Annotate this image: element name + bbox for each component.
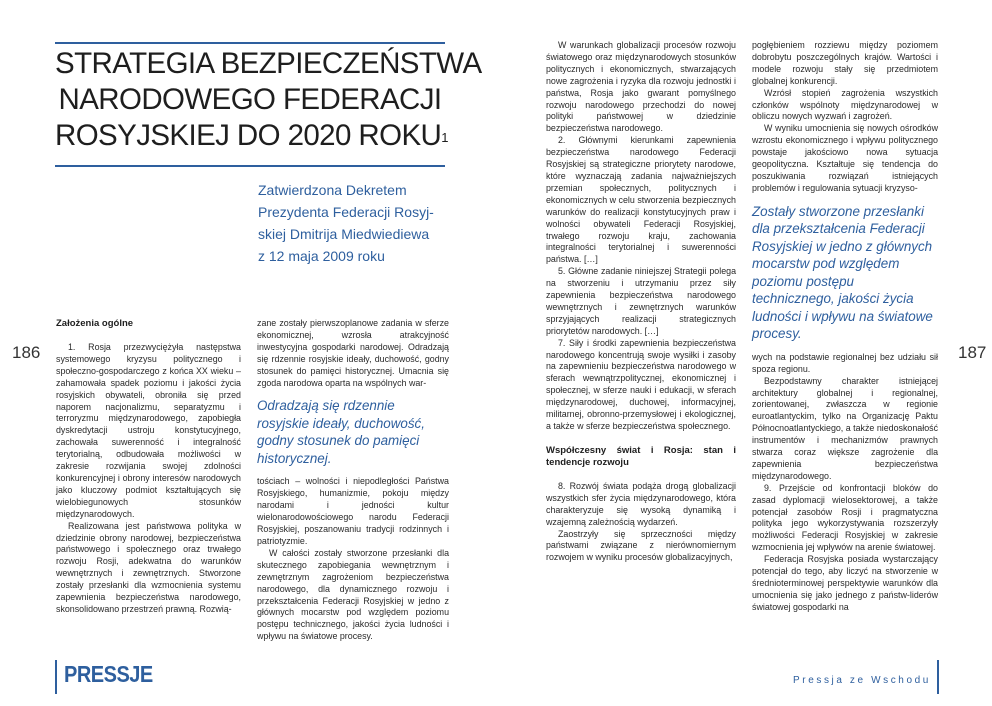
article-subtitle: Zatwierdzona Dekretem Prezydenta Federacji Rosyj- skiej Dmitrija Miedwiediewa z 12 maja 2009 roku <box>258 182 434 264</box>
paragraph: W warunkach globalizacji procesów rozwoju światowego oraz międzynarodowych stosunków politycznych i ekonomicznych, stwarzających nowe zagrożenia i ryzyka dla rozwoju jednostki i państwa, Rosja jako gwarant pomyślnego rozwoju narodowego przechodzi do nowej polityki państwowej w dziedzinie bezpieczeństwa narodowego. <box>546 40 736 134</box>
page-number-right: 187 <box>958 343 987 362</box>
paragraph: Wzrósł stopień zagrożenia wszystkich członków wspólnoty międzynarodowej w obliczu nowych wyzwań i zagrożeń. <box>752 87 938 122</box>
paragraph: Zaostrzyły się sprzeczności między państwami związane z nierównomiernym rozwojem w wyniku procesów globalizacyjnych, <box>546 528 736 563</box>
title-footnote-marker: 1 <box>441 130 448 145</box>
text-column-2 <box>257 318 449 643</box>
title-line-3: ROSYJSKIEJ DO 2020 ROKU$^1$ <box>55 119 448 152</box>
text-column-3 <box>546 40 736 564</box>
paragraph: 9. Przejście od konfrontacji bloków do zasad dyplomacji wielosektorowej, a także potencjał zasobów Rosji i pragmatyczna polityka jego wykorzystywania rozszerzyły możliwości Federacji Rosyjskiej w zakresie wzmocnienia jej wpływów na arenie światowej. <box>752 482 938 553</box>
paragraph: pogłębieniem rozziewu między poziomem dobrobytu poszczególnych krajów. Wartości i modele rozwoju stały się przedmiotem globalnej konkurencji. <box>752 40 938 86</box>
paragraph: W wyniku umocnienia się nowych ośrodków wzrostu ekonomicznego i wpływu politycznego powstaje jakościowo nowa sytuacja geopolityczna. Kształtuje się tendencja do poszukiwania rozwiązań istniejących problemów i regulowania sytuacji kryzyso- <box>752 123 938 193</box>
paragraph: 8. Rozwój świata podąża drogą globalizacji wszystkich sfer życia międzynarodowego, która charakteryzuje się wysoką dynamiką i wzajemną zależnością wydarzeń. <box>546 480 736 527</box>
footer-left-rule <box>55 660 57 694</box>
title-line-1: STRATEGIA BEZPIECZEŃSTWA <box>55 47 482 80</box>
title-top-rule <box>55 42 445 44</box>
paragraph: 1. Rosja przezwyciężyła następstwa systemowego kryzysu politycznego i społeczno-gospodarczego z końca XX wieku – zahamowała spadek poziomu i jakości życia rosyjskich obywateli, obroniła się przed naporem nacjonalizmu, separatyzmu i terroryzmu międzynarodowego, zapobiegła dyskredytacji ustroju konstytucyjnego, zachowała suwerenność i integralność terytorialną, odbudowała możliwości w zakresie rozwijania swojej zdolności konkurencyjnej i obrony interesów narodowych jako kluczowy podmiot kształtujących się wielobiegunowych stosunków międzynarodowych. <box>56 342 241 519</box>
footer-right-rule <box>937 660 939 694</box>
article-title <box>55 46 482 154</box>
pressje-logo: PRESSJE <box>64 662 153 688</box>
paragraph: Bezpodstawny charakter istniejącej architektury globalnej i regionalnej, zorientowanej, zwłaszcza w regionie euroatlantyckim, tylko na Organizację Paktu Północnoatlantyckiego, a także niedoskonałość instrumentów i mechanizmów prawnych stwarza coraz większe zagrożenie dla zapewnienia bezpieczeństwa międzynarodowego. <box>752 375 939 481</box>
paragraph: tościach – wolności i niepodległości Państwa Rosyjskiego, humanizmie, pokoju między narodami i jedności kultur wielonarodowościowego narodu Federacji Rosyjskiej, poszanowaniu tradycji rodzinnych i patriotyzmie. <box>257 476 449 546</box>
paragraph: Realizowana jest państwowa polityka w dziedzinie obrony narodowej, bezpieczeństwa państwowego i społecznego oraz trwałego rozwoju Rosji, adekwatna do warunków wewnętrznych i zewnętrznych. Stworzone zostały przesłanki dla wzmocnienia systemu zapewnienia bezpieczeństwa narodowego, skonsolidowano przestrzeń prawną. Rozwią- <box>56 520 241 614</box>
paragraph: wych na podstawie regionalnej bez udziału sił spoza regionu. <box>752 351 938 374</box>
paragraph: 2. Głównymi kierunkami zapewnienia bezpieczeństwa narodowego Federacji Rosyjskiej są strategiczne priorytety narodowe, które wyznaczają zadania najważniejszych przemian społecznych, politycznych i ekonomicznych w celu stworzenia bezpiecznych warunków do realizacji konstytucyjnych praw i wolności obywateli Federacji Rosyjskiej, trwałego rozwoju kraju, zachowania integralności terytorialnej i suwerenności państwa. […] <box>546 135 736 265</box>
page-number-left: 186 <box>12 343 41 362</box>
text-column-1 <box>56 318 241 616</box>
text-column-4 <box>752 40 938 614</box>
section-heading: Założenia ogólne <box>56 318 134 329</box>
pull-quote: Zostały stworzone przesłanki dla przekształcenia Federacji Rosyjskiej w jedno z głównych mocarstw pod względem poziomu postępu technicznego, jakości życia ludności i wpływu na światowe procesy. <box>752 203 933 342</box>
title-bottom-rule <box>55 165 445 167</box>
paragraph: zane zostały pierwszoplanowe zadania w sferze ekonomicznej, wzrosła atrakcyjność inwestycyjna gospodarki narodowej. Odradzają się rdzennie rosyjskie ideały, duchowość, godny stosunek do pamięci historycznej. Umacnia się zgoda narodowa oparta na wspólnych war- <box>257 318 449 388</box>
pull-quote: Odradzają się rdzennie rosyjskie ideały, duchowość, godny stosunek do pamięci historycznej. <box>257 398 425 466</box>
paragraph: Federacja Rosyjska posiada wystarczający potencjał do tego, aby liczyć na stworzenie w średnioterminowej perspektywie warunków dla umocnienia się jako jednego z państw-liderów światowej gospodarki na <box>752 554 938 612</box>
paragraph: 7. Siły i środki zapewnienia bezpieczeństwa narodowego koncentrują swoje wysiłki i zasoby na zapewnieniu bezpieczeństwa narodowego w sferach wewnątrzpolitycznej, ekonomicznej i społecznej, w sferze nauki i edukacji, w sferach międzynarodowej, duchowej, informacyjnej, militarnej, obronno-przemysłowej i ekologicznej, a także w sferze bezpieczeństwa społecznego. <box>546 337 736 431</box>
paragraph: 5. Główne zadanie niniejszej Strategii polega na stworzeniu i utrzymaniu przez siły zapewnienia bezpieczeństwa narodowego wewnętrznych i zewnętrznych warunków sprzyjających realizacji strategicznych priorytetów narodowych. […] <box>546 266 736 336</box>
section-heading: Współczesny świat i Rosja: stan i tendencje rozwoju <box>546 444 736 468</box>
paragraph: W całości zostały stworzone przesłanki dla skutecznego zapobiegania wewnętrznym i zewnętrznym zagrożeniom bezpieczeństwa narodowego, dla dynamicznego rozwoju i przekształcenia Federacji Rosyjskiej w jedno z głównych mocarstw pod względem poziomu postępu technicznego, jakości życia ludności i wpływu na światowe procesy. <box>257 547 449 642</box>
footer-journal-name: Pressja ze Wschodu <box>793 675 931 686</box>
title-line-2: NARODOWEGO FEDERACJI <box>58 83 442 116</box>
